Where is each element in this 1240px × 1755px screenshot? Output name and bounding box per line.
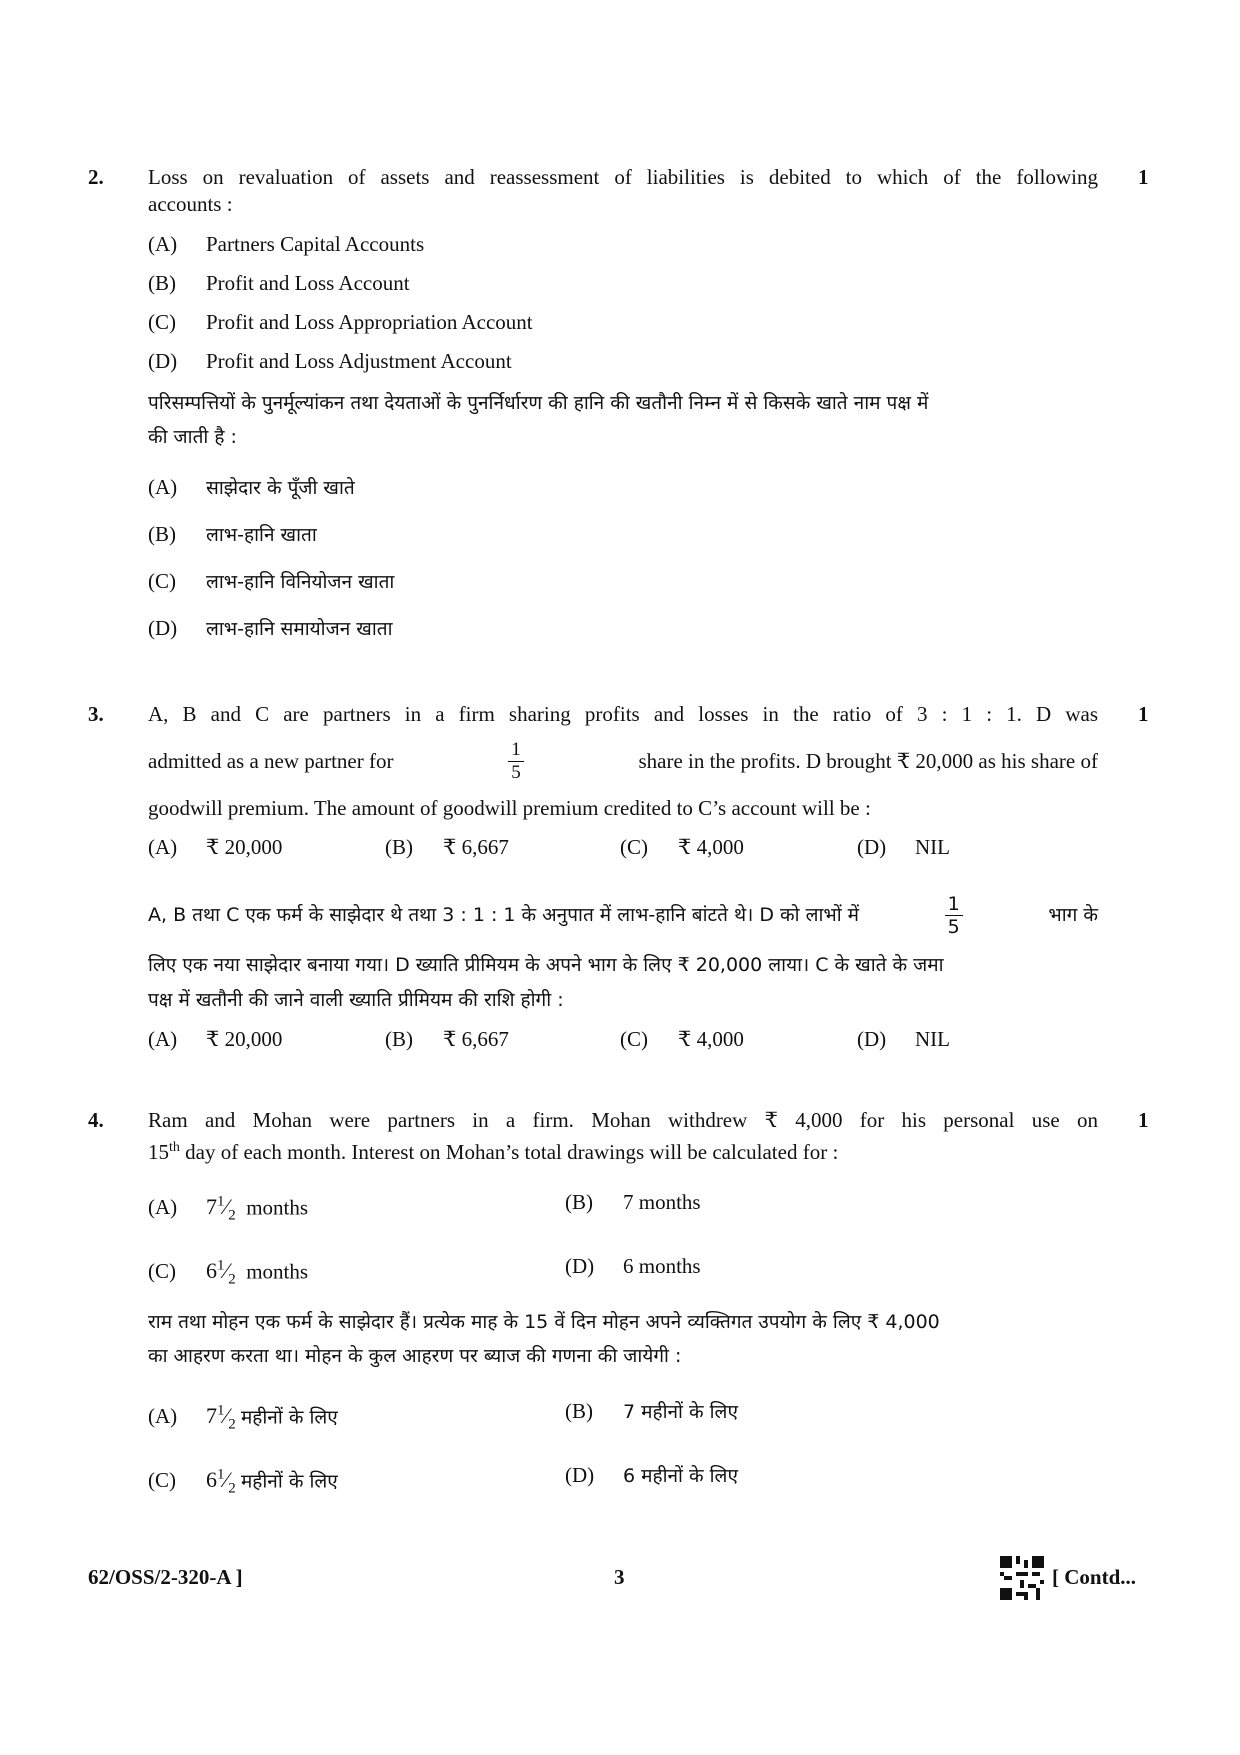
question-text-en-line1: Loss on revaluation of assets and reassessment of liabilities is debited to which of the following bbox=[148, 165, 1098, 189]
question-marks: 1 bbox=[1138, 165, 1149, 189]
paper-code: 62/OSS/2-320-A ] bbox=[88, 1565, 243, 1589]
question-number: 4. bbox=[88, 1108, 104, 1132]
option-en-b: (B) ₹ 6,667 bbox=[385, 835, 509, 859]
option-hi-a: (A) ₹ 20,000 bbox=[148, 1027, 283, 1051]
continued-label: [ Contd... bbox=[1052, 1565, 1137, 1589]
question-number: 3. bbox=[88, 702, 104, 726]
option-en-a: (A) $7^1⁄_2$ months bbox=[148, 1194, 309, 1224]
question-text-en-line1: A, B and C are partners in a firm sharing profits and losses in the ratio of 3 : 1 : 1. D was bbox=[148, 702, 1098, 726]
question-text-en-line2: accounts : bbox=[148, 192, 233, 216]
option-hi-d: (D) लाभ-हानि समायोजन खाता bbox=[148, 616, 393, 640]
question-marks: 1 bbox=[1138, 702, 1149, 726]
mixed-fraction: $6^1⁄_2$ bbox=[206, 1258, 236, 1288]
page-number: 3 bbox=[614, 1565, 625, 1589]
question-text-hi-line2: लिए एक नया साझेदार बनाया गया। D ख्याति प्रीमियम के अपने भाग के लिए ₹ 20,000 लाया। C के खाते के जमा bbox=[148, 954, 944, 976]
question-text-en-line3: goodwill premium. The amount of goodwill premium credited to C’s account will be : bbox=[148, 796, 871, 820]
question-marks: 1 bbox=[1138, 1108, 1149, 1132]
option-en-d: (D) 6 months bbox=[565, 1254, 701, 1278]
option-en-c: (C) ₹ 4,000 bbox=[620, 835, 744, 859]
option-en-c: (C) $6^1⁄_2$ months bbox=[148, 1258, 309, 1288]
question-text-en-line1: Ram and Mohan were partners in a firm. Mohan withdrew ₹ 4,000 for his personal use on bbox=[148, 1108, 1098, 1132]
question-text-hi-line1: परिसम्पत्तियों के पुनर्मूल्यांकन तथा देयताओं के पुनर्निर्धारण की हानि की खतौनी निम्न में से किसके खाते नाम पक्ष में bbox=[148, 392, 929, 414]
fraction: $\frac{1}{5}$ bbox=[508, 739, 524, 784]
mixed-fraction: $7^1⁄_2$ bbox=[206, 1194, 236, 1224]
question-text-hi-line2: का आहरण करता था। मोहन के कुल आहरण पर ब्याज की गणना की जायेगी : bbox=[148, 1345, 682, 1367]
question-text-en-line2: admitted as a new partner for $\frac{1}{5}$ share in the profits. D brought ₹ 20,000 as his share of bbox=[148, 738, 1098, 783]
option-en-d: (D) Profit and Loss Adjustment Account bbox=[148, 349, 512, 373]
question-text-hi-line1: A, B तथा C एक फर्म के साझेदार थे तथा 3 : 1 : 1 के अनुपात में लाभ-हानि बांटते थे। D को लाभों में $\frac{1}{5}$ भाग के bbox=[148, 892, 1098, 938]
option-hi-d: (D) 6 महीनों के लिए bbox=[565, 1463, 738, 1487]
qr-code-icon bbox=[1000, 1556, 1044, 1600]
option-hi-c: (C) ₹ 4,000 bbox=[620, 1027, 744, 1051]
option-en-a: (A) ₹ 20,000 bbox=[148, 835, 283, 859]
question-text-hi-line3: पक्ष में खतौनी की जाने वाली ख्याति प्रीमियम की राशि होगी : bbox=[148, 989, 564, 1011]
question-number: 2. bbox=[88, 165, 104, 189]
option-en-b: (B) Profit and Loss Account bbox=[148, 271, 410, 295]
option-hi-b: (B) लाभ-हानि खाता bbox=[148, 522, 317, 546]
option-hi-a: (A) साझेदार के पूँजी खाते bbox=[148, 475, 355, 499]
option-en-b: (B) 7 months bbox=[565, 1190, 701, 1214]
mixed-fraction: $6^1⁄_2$ bbox=[206, 1467, 236, 1497]
option-hi-c: (C) $6^1⁄_2$ महीनों के लिए bbox=[148, 1467, 338, 1497]
option-hi-b: (B) ₹ 6,667 bbox=[385, 1027, 509, 1051]
option-hi-a: (A) $7^1⁄_2$ महीनों के लिए bbox=[148, 1403, 338, 1433]
option-hi-c: (C) लाभ-हानि विनियोजन खाता bbox=[148, 569, 395, 593]
question-text-en-line2: 15th day of each month. Interest on Mohan’s total drawings will be calculated for : bbox=[148, 1140, 839, 1164]
question-text-hi-line1: राम तथा मोहन एक फर्म के साझेदार हैं। प्रत्येक माह के 15 वें दिन मोहन अपने व्यक्तिगत उपयोग के लिए ₹ 4,000 bbox=[148, 1311, 940, 1333]
option-hi-d: (D) NIL bbox=[857, 1027, 950, 1051]
option-en-a: (A) Partners Capital Accounts bbox=[148, 232, 425, 256]
mixed-fraction: $7^1⁄_2$ bbox=[206, 1403, 236, 1433]
question-text-hi-line2: की जाती है : bbox=[148, 426, 237, 448]
option-en-c: (C) Profit and Loss Appropriation Account bbox=[148, 310, 533, 334]
option-hi-b: (B) 7 महीनों के लिए bbox=[565, 1399, 738, 1423]
option-en-d: (D) NIL bbox=[857, 835, 950, 859]
fraction: $\frac{1}{5}$ bbox=[945, 893, 963, 938]
